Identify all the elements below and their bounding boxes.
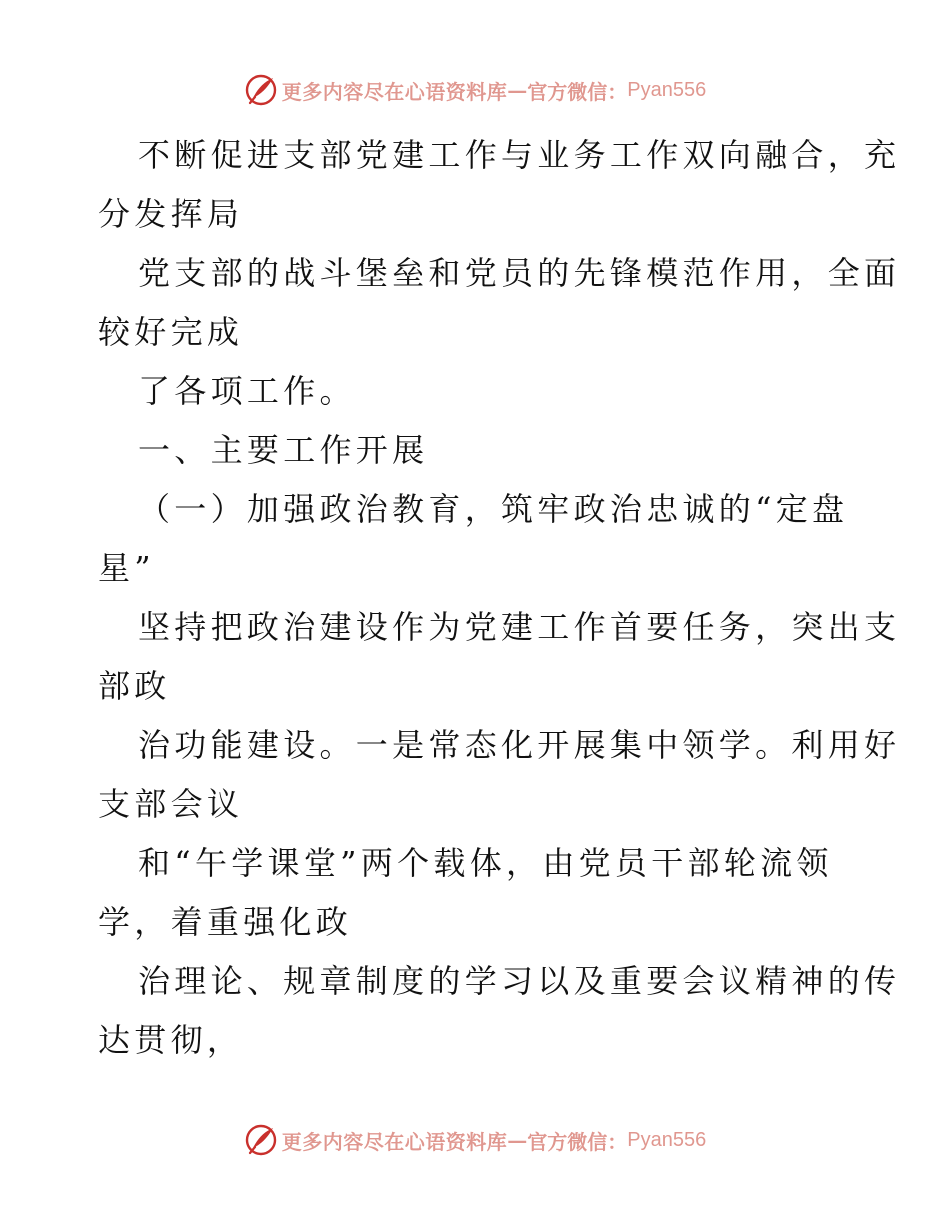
watermark-wechat-id: Pyan556 xyxy=(627,1128,707,1151)
text-line: 治理论、规章制度的学习以及重要会议精神的传 xyxy=(138,962,901,1000)
watermark-site-text: 更多内容尽在心语资料库 xyxy=(281,1129,508,1154)
body-paragraphs xyxy=(98,126,901,1070)
text-line: 分发挥局 xyxy=(98,195,244,233)
watermark-dash: — xyxy=(507,1128,528,1152)
header-watermark xyxy=(0,70,950,110)
text-line: 支部会议 xyxy=(98,785,244,823)
subsection-heading: （一）加强政治教育，筑牢政治忠诚的“定盘 xyxy=(138,490,849,528)
text-line: 较好完成 xyxy=(98,313,244,351)
text-line: 了各项工作。 xyxy=(138,372,356,410)
footer-watermark xyxy=(0,1120,950,1160)
text-line: 星” xyxy=(98,549,155,587)
text-line: 治功能建设。一是常态化开展集中领学。利用好 xyxy=(138,726,901,764)
text-line: 学，着重强化政 xyxy=(98,903,353,941)
watermark-label: 官方微信： xyxy=(527,1129,628,1154)
feather-pen-logo-icon xyxy=(244,1123,278,1157)
watermark-label: 官方微信： xyxy=(527,79,628,104)
watermark-wechat-id: Pyan556 xyxy=(627,78,707,101)
text-line: 和“午学课堂”两个载体，由党员干部轮流领 xyxy=(138,844,833,882)
text-line: 不断促进支部党建工作与业务工作双向融合，充 xyxy=(138,136,901,174)
text-line: 坚持把政治建设作为党建工作首要任务，突出支 xyxy=(138,608,901,646)
text-line: 部政 xyxy=(98,667,171,705)
watermark-dash: — xyxy=(507,78,528,102)
text-line: 党支部的战斗堡垒和党员的先锋模范作用，全面 xyxy=(138,254,901,292)
section-heading: 一、主要工作开展 xyxy=(138,431,429,469)
text-line: 达贯彻， xyxy=(98,1021,244,1059)
feather-pen-logo-icon xyxy=(244,73,278,107)
watermark-site-text: 更多内容尽在心语资料库 xyxy=(281,79,508,104)
